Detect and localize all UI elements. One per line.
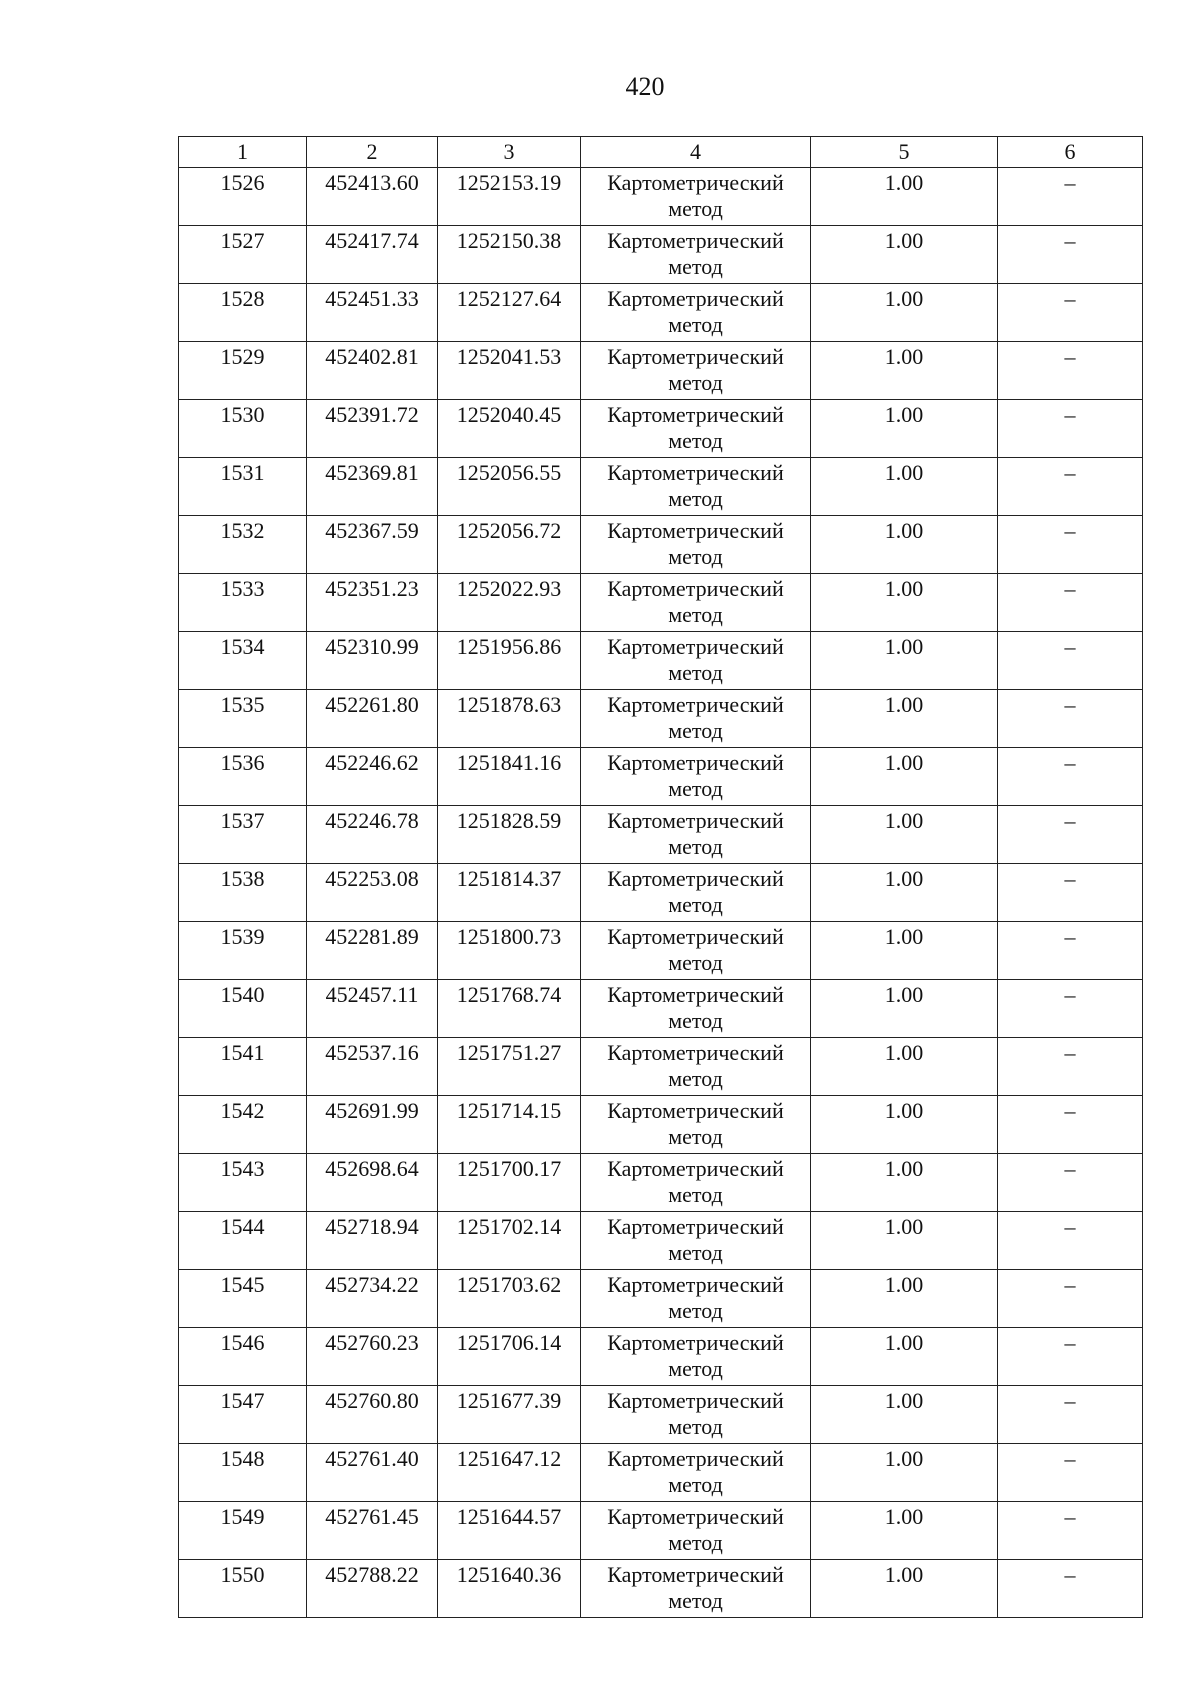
description-cell: – <box>998 1328 1143 1386</box>
method-cell <box>581 806 811 864</box>
column-header: 5 <box>811 137 998 168</box>
table-header-row <box>179 137 1143 168</box>
accuracy-cell: 1.00 <box>811 226 998 284</box>
method-line-1: Картометрический <box>607 1098 784 1123</box>
method-line-2: метод <box>668 1066 723 1091</box>
accuracy-cell: 1.00 <box>811 922 998 980</box>
y-coordinate-cell: 1252056.55 <box>438 458 581 516</box>
method-line-1: Картометрический <box>607 866 784 891</box>
x-coordinate-cell: 452391.72 <box>307 400 438 458</box>
method-line-2: метод <box>668 602 723 627</box>
y-coordinate-cell: 1251714.15 <box>438 1096 581 1154</box>
point-number-cell: 1533 <box>179 574 307 632</box>
x-coordinate-cell: 452261.80 <box>307 690 438 748</box>
table-row <box>179 1386 1143 1444</box>
method-line-1: Картометрический <box>607 924 784 949</box>
method-line-2: метод <box>668 428 723 453</box>
table-row <box>179 1560 1143 1618</box>
table-row <box>179 922 1143 980</box>
x-coordinate-cell: 452457.11 <box>307 980 438 1038</box>
method-line-1: Картометрический <box>607 1504 784 1529</box>
table-row <box>179 1154 1143 1212</box>
point-number-cell: 1541 <box>179 1038 307 1096</box>
accuracy-cell: 1.00 <box>811 806 998 864</box>
method-line-1: Картометрический <box>607 1156 784 1181</box>
method-line-2: метод <box>668 486 723 511</box>
method-line-1: Картометрический <box>607 1388 784 1413</box>
description-cell: – <box>998 1212 1143 1270</box>
accuracy-cell: 1.00 <box>811 574 998 632</box>
y-coordinate-cell: 1251703.62 <box>438 1270 581 1328</box>
y-coordinate-cell: 1252022.93 <box>438 574 581 632</box>
method-line-1: Картометрический <box>607 344 784 369</box>
description-cell: – <box>998 922 1143 980</box>
x-coordinate-cell: 452734.22 <box>307 1270 438 1328</box>
table-row <box>179 690 1143 748</box>
y-coordinate-cell: 1251828.59 <box>438 806 581 864</box>
description-cell: – <box>998 284 1143 342</box>
table-row <box>179 226 1143 284</box>
description-cell: – <box>998 1270 1143 1328</box>
point-number-cell: 1529 <box>179 342 307 400</box>
x-coordinate-cell: 452760.80 <box>307 1386 438 1444</box>
description-cell: – <box>998 806 1143 864</box>
point-number-cell: 1531 <box>179 458 307 516</box>
description-cell: – <box>998 400 1143 458</box>
accuracy-cell: 1.00 <box>811 980 998 1038</box>
column-header: 6 <box>998 137 1143 168</box>
point-number-cell: 1527 <box>179 226 307 284</box>
method-line-1: Картометрический <box>607 1214 784 1239</box>
accuracy-cell: 1.00 <box>811 1386 998 1444</box>
point-number-cell: 1550 <box>179 1560 307 1618</box>
table-row <box>179 400 1143 458</box>
y-coordinate-cell: 1252127.64 <box>438 284 581 342</box>
method-cell <box>581 980 811 1038</box>
accuracy-cell: 1.00 <box>811 168 998 226</box>
point-number-cell: 1542 <box>179 1096 307 1154</box>
accuracy-cell: 1.00 <box>811 1096 998 1154</box>
table-row <box>179 516 1143 574</box>
method-cell <box>581 1328 811 1386</box>
method-line-2: метод <box>668 370 723 395</box>
table-row <box>179 574 1143 632</box>
description-cell: – <box>998 1154 1143 1212</box>
description-cell: – <box>998 226 1143 284</box>
description-cell: – <box>998 1560 1143 1618</box>
method-line-1: Картометрический <box>607 576 784 601</box>
method-line-2: метод <box>668 834 723 859</box>
y-coordinate-cell: 1252041.53 <box>438 342 581 400</box>
method-line-1: Картометрический <box>607 750 784 775</box>
x-coordinate-cell: 452253.08 <box>307 864 438 922</box>
x-coordinate-cell: 452402.81 <box>307 342 438 400</box>
method-line-1: Картометрический <box>607 518 784 543</box>
point-number-cell: 1536 <box>179 748 307 806</box>
y-coordinate-cell: 1251647.12 <box>438 1444 581 1502</box>
point-number-cell: 1545 <box>179 1270 307 1328</box>
table-row <box>179 284 1143 342</box>
x-coordinate-cell: 452698.64 <box>307 1154 438 1212</box>
method-cell <box>581 922 811 980</box>
x-coordinate-cell: 452760.23 <box>307 1328 438 1386</box>
method-line-1: Картометрический <box>607 808 784 833</box>
point-number-cell: 1546 <box>179 1328 307 1386</box>
y-coordinate-cell: 1251800.73 <box>438 922 581 980</box>
page-number: 420 <box>625 72 665 101</box>
method-line-2: метод <box>668 1240 723 1265</box>
y-coordinate-cell: 1251706.14 <box>438 1328 581 1386</box>
method-line-1: Картометрический <box>607 1446 784 1471</box>
method-cell <box>581 400 811 458</box>
accuracy-cell: 1.00 <box>811 1328 998 1386</box>
description-cell: – <box>998 516 1143 574</box>
accuracy-cell: 1.00 <box>811 284 998 342</box>
x-coordinate-cell: 452451.33 <box>307 284 438 342</box>
method-cell <box>581 1212 811 1270</box>
method-line-2: метод <box>668 544 723 569</box>
point-number-cell: 1532 <box>179 516 307 574</box>
point-number-cell: 1526 <box>179 168 307 226</box>
method-cell <box>581 458 811 516</box>
method-line-1: Картометрический <box>607 228 784 253</box>
x-coordinate-cell: 452718.94 <box>307 1212 438 1270</box>
accuracy-cell: 1.00 <box>811 1212 998 1270</box>
description-cell: – <box>998 980 1143 1038</box>
method-line-2: метод <box>668 1588 723 1613</box>
method-line-2: метод <box>668 1414 723 1439</box>
method-line-2: метод <box>668 776 723 801</box>
y-coordinate-cell: 1252150.38 <box>438 226 581 284</box>
method-cell <box>581 574 811 632</box>
accuracy-cell: 1.00 <box>811 400 998 458</box>
point-number-cell: 1535 <box>179 690 307 748</box>
method-line-2: метод <box>668 1530 723 1555</box>
table-row <box>179 168 1143 226</box>
method-cell <box>581 1270 811 1328</box>
accuracy-cell: 1.00 <box>811 632 998 690</box>
method-line-2: метод <box>668 1356 723 1381</box>
y-coordinate-cell: 1251841.16 <box>438 748 581 806</box>
method-cell <box>581 864 811 922</box>
point-number-cell: 1540 <box>179 980 307 1038</box>
point-number-cell: 1548 <box>179 1444 307 1502</box>
x-coordinate-cell: 452417.74 <box>307 226 438 284</box>
y-coordinate-cell: 1251700.17 <box>438 1154 581 1212</box>
point-number-cell: 1543 <box>179 1154 307 1212</box>
accuracy-cell: 1.00 <box>811 1560 998 1618</box>
method-cell <box>581 168 811 226</box>
column-header: 1 <box>179 137 307 168</box>
method-line-2: метод <box>668 1182 723 1207</box>
accuracy-cell: 1.00 <box>811 516 998 574</box>
method-line-1: Картометрический <box>607 1562 784 1587</box>
y-coordinate-cell: 1251640.36 <box>438 1560 581 1618</box>
method-line-2: метод <box>668 1124 723 1149</box>
method-line-2: метод <box>668 950 723 975</box>
method-line-1: Картометрический <box>607 634 784 659</box>
method-line-2: метод <box>668 1008 723 1033</box>
method-cell <box>581 226 811 284</box>
point-number-cell: 1538 <box>179 864 307 922</box>
accuracy-cell: 1.00 <box>811 864 998 922</box>
method-cell <box>581 516 811 574</box>
y-coordinate-cell: 1251814.37 <box>438 864 581 922</box>
table-row <box>179 980 1143 1038</box>
method-line-2: метод <box>668 254 723 279</box>
table-row <box>179 806 1143 864</box>
method-line-1: Картометрический <box>607 170 784 195</box>
method-line-1: Картометрический <box>607 982 784 1007</box>
description-cell: – <box>998 690 1143 748</box>
method-cell <box>581 1154 811 1212</box>
description-cell: – <box>998 632 1143 690</box>
x-coordinate-cell: 452691.99 <box>307 1096 438 1154</box>
x-coordinate-cell: 452351.23 <box>307 574 438 632</box>
accuracy-cell: 1.00 <box>811 1038 998 1096</box>
method-line-2: метод <box>668 660 723 685</box>
y-coordinate-cell: 1251702.14 <box>438 1212 581 1270</box>
method-cell <box>581 1038 811 1096</box>
column-header: 2 <box>307 137 438 168</box>
x-coordinate-cell: 452246.62 <box>307 748 438 806</box>
accuracy-cell: 1.00 <box>811 342 998 400</box>
y-coordinate-cell: 1251768.74 <box>438 980 581 1038</box>
method-cell <box>581 1502 811 1560</box>
table-row <box>179 864 1143 922</box>
description-cell: – <box>998 1038 1143 1096</box>
method-line-1: Картометрический <box>607 286 784 311</box>
method-line-1: Картометрический <box>607 692 784 717</box>
point-number-cell: 1549 <box>179 1502 307 1560</box>
x-coordinate-cell: 452281.89 <box>307 922 438 980</box>
x-coordinate-cell: 452761.45 <box>307 1502 438 1560</box>
description-cell: – <box>998 342 1143 400</box>
x-coordinate-cell: 452367.59 <box>307 516 438 574</box>
y-coordinate-cell: 1251644.57 <box>438 1502 581 1560</box>
table-row <box>179 1212 1143 1270</box>
column-header: 3 <box>438 137 581 168</box>
method-line-2: метод <box>668 196 723 221</box>
method-line-1: Картометрический <box>607 402 784 427</box>
description-cell: – <box>998 1502 1143 1560</box>
table-row <box>179 1444 1143 1502</box>
description-cell: – <box>998 1444 1143 1502</box>
point-number-cell: 1534 <box>179 632 307 690</box>
method-line-2: метод <box>668 718 723 743</box>
x-coordinate-cell: 452246.78 <box>307 806 438 864</box>
method-cell <box>581 342 811 400</box>
point-number-cell: 1539 <box>179 922 307 980</box>
accuracy-cell: 1.00 <box>811 458 998 516</box>
table-row <box>179 342 1143 400</box>
x-coordinate-cell: 452788.22 <box>307 1560 438 1618</box>
method-cell <box>581 690 811 748</box>
method-cell <box>581 1386 811 1444</box>
method-cell <box>581 1560 811 1618</box>
method-line-2: метод <box>668 1298 723 1323</box>
y-coordinate-cell: 1252153.19 <box>438 168 581 226</box>
table-row <box>179 1502 1143 1560</box>
method-line-1: Картометрический <box>607 1330 784 1355</box>
x-coordinate-cell: 452537.16 <box>307 1038 438 1096</box>
column-header: 4 <box>581 137 811 168</box>
point-number-cell: 1528 <box>179 284 307 342</box>
accuracy-cell: 1.00 <box>811 1502 998 1560</box>
y-coordinate-cell: 1251751.27 <box>438 1038 581 1096</box>
accuracy-cell: 1.00 <box>811 748 998 806</box>
y-coordinate-cell: 1252040.45 <box>438 400 581 458</box>
description-cell: – <box>998 1386 1143 1444</box>
accuracy-cell: 1.00 <box>811 1154 998 1212</box>
method-line-2: метод <box>668 892 723 917</box>
point-number-cell: 1537 <box>179 806 307 864</box>
method-line-1: Картометрический <box>607 1040 784 1065</box>
coordinates-table <box>178 136 1143 1618</box>
point-number-cell: 1544 <box>179 1212 307 1270</box>
description-cell: – <box>998 168 1143 226</box>
table-row <box>179 632 1143 690</box>
method-cell <box>581 1444 811 1502</box>
x-coordinate-cell: 452413.60 <box>307 168 438 226</box>
x-coordinate-cell: 452310.99 <box>307 632 438 690</box>
method-cell <box>581 1096 811 1154</box>
table-row <box>179 1096 1143 1154</box>
method-line-2: метод <box>668 1472 723 1497</box>
x-coordinate-cell: 452369.81 <box>307 458 438 516</box>
description-cell: – <box>998 748 1143 806</box>
description-cell: – <box>998 574 1143 632</box>
method-line-1: Картометрический <box>607 460 784 485</box>
accuracy-cell: 1.00 <box>811 690 998 748</box>
table-body <box>179 168 1143 1618</box>
method-cell <box>581 632 811 690</box>
method-line-2: метод <box>668 312 723 337</box>
x-coordinate-cell: 452761.40 <box>307 1444 438 1502</box>
table-row <box>179 1270 1143 1328</box>
y-coordinate-cell: 1251878.63 <box>438 690 581 748</box>
y-coordinate-cell: 1251677.39 <box>438 1386 581 1444</box>
y-coordinate-cell: 1251956.86 <box>438 632 581 690</box>
table-row <box>179 458 1143 516</box>
y-coordinate-cell: 1252056.72 <box>438 516 581 574</box>
accuracy-cell: 1.00 <box>811 1444 998 1502</box>
method-cell <box>581 748 811 806</box>
method-line-1: Картометрический <box>607 1272 784 1297</box>
table-row <box>179 748 1143 806</box>
description-cell: – <box>998 1096 1143 1154</box>
description-cell: – <box>998 458 1143 516</box>
table-row <box>179 1328 1143 1386</box>
accuracy-cell: 1.00 <box>811 1270 998 1328</box>
table-row <box>179 1038 1143 1096</box>
description-cell: – <box>998 864 1143 922</box>
point-number-cell: 1547 <box>179 1386 307 1444</box>
method-cell <box>581 284 811 342</box>
point-number-cell: 1530 <box>179 400 307 458</box>
